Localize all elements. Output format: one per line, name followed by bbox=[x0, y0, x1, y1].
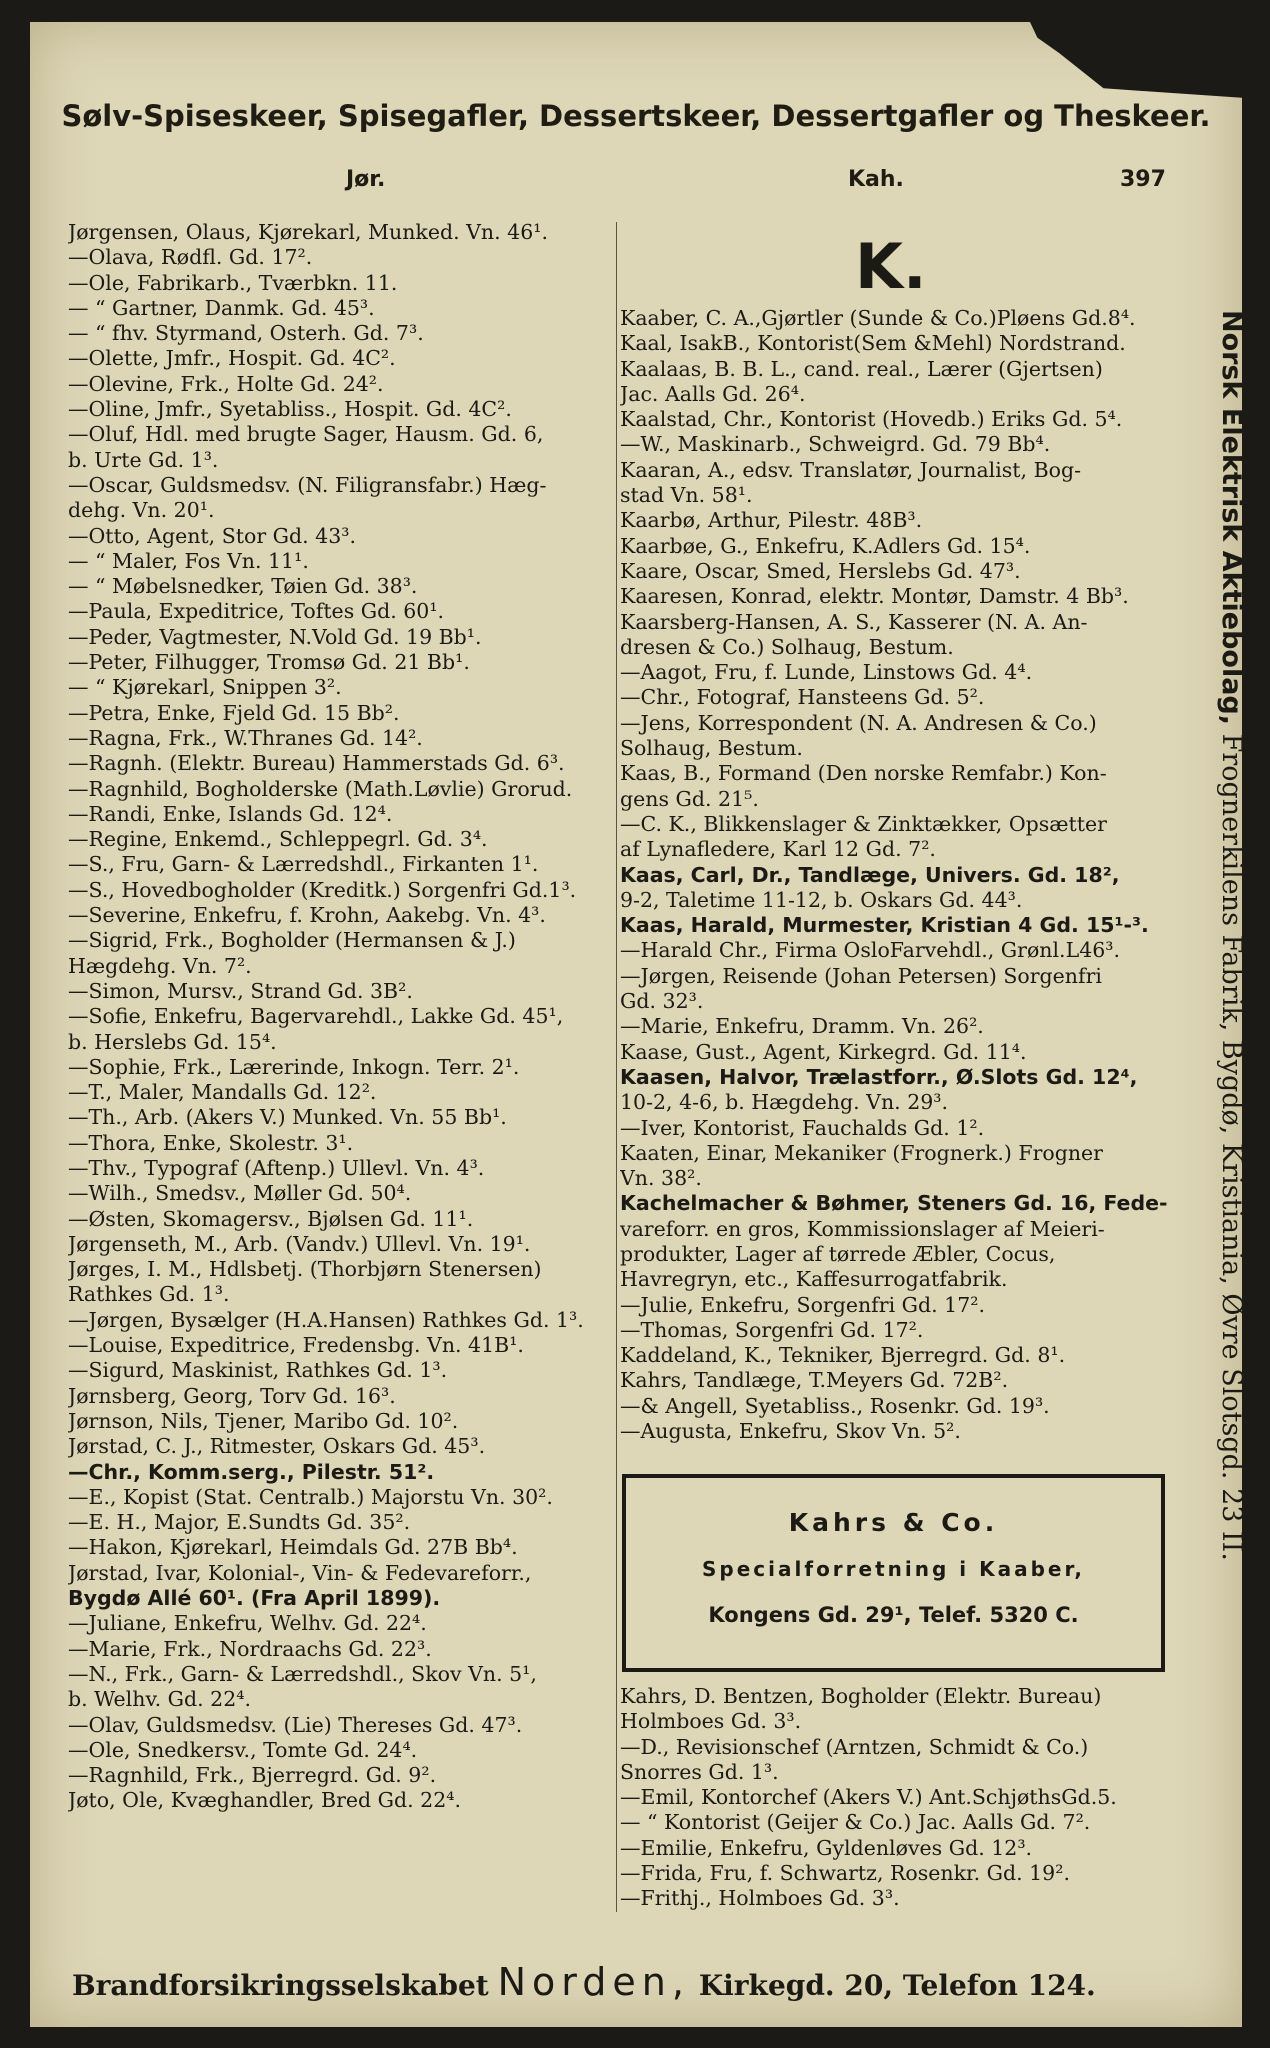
directory-entry: —E. H., Major, E.Sundts Gd. 35². bbox=[68, 1510, 411, 1535]
directory-entry: Bygdø Allé 60¹. (Fra April 1899). bbox=[68, 1586, 441, 1611]
directory-entry: Vn. 38². bbox=[620, 1166, 702, 1191]
directory-entry: —Wilh., Smedsv., Møller Gd. 50⁴. bbox=[68, 1181, 412, 1206]
directory-entry: Kaarbø, Arthur, Pilestr. 48B³. bbox=[620, 508, 923, 533]
directory-entry: — “ fhv. Styrmand, Osterh. Gd. 7³. bbox=[68, 321, 424, 346]
directory-entry: —Regine, Enkemd., Schleppegrl. Gd. 3⁴. bbox=[68, 827, 488, 852]
ad-subtitle: Specialforretning i Kaaber, bbox=[702, 1557, 1085, 1581]
directory-entry: Gd. 32³. bbox=[620, 989, 704, 1014]
directory-entry: —Randi, Enke, Islands Gd. 12⁴. bbox=[68, 801, 393, 826]
directory-entry: Havregryn, etc., Kaffesurrogatfabrik. bbox=[620, 1267, 1008, 1292]
directory-entry: Holmboes Gd. 3³. bbox=[620, 1709, 802, 1734]
directory-entry: Jørnsberg, Georg, Torv Gd. 16³. bbox=[68, 1383, 396, 1408]
running-head-left: Jør. bbox=[346, 167, 386, 192]
directory-entry: —Jens, Korrespondent (N. A. Andresen & Co.) bbox=[620, 710, 1097, 735]
directory-entry: —Sigrid, Frk., Bogholder (Hermansen & J.) bbox=[68, 928, 516, 953]
directory-entry: Jørges, I. M., Hdlsbetj. (Thorbjørn Stenersen) bbox=[68, 1257, 542, 1282]
ad-address: Kongens Gd. 29¹, Telef. 5320 C. bbox=[708, 1603, 1079, 1627]
directory-entry: Kaas, Carl, Dr., Tandlæge, Univers. Gd. 18², bbox=[620, 862, 1120, 887]
directory-entry: —Østen, Skomagersv., Bjølsen Gd. 11¹. bbox=[68, 1206, 474, 1231]
directory-entry: —Thora, Enke, Skolestr. 3¹. bbox=[68, 1130, 354, 1155]
directory-entry: —Ole, Fabrikarb., Tværbkn. 11. bbox=[68, 270, 398, 295]
directory-entry: — “ Gartner, Danmk. Gd. 45³. bbox=[68, 295, 375, 320]
directory-entry: Kaaber, C. A.,Gjørtler (Sunde & Co.)Pløens Gd.8⁴. bbox=[620, 306, 1136, 330]
directory-entry: vareforr. en gros, Kommissionslager af Meieri- bbox=[620, 1216, 1105, 1241]
ad-company-name: Kahrs & Co. bbox=[788, 1508, 999, 1537]
directory-entry: Hægdehg. Vn. 7². bbox=[68, 953, 252, 978]
directory-entry: —Olava, Rødfl. Gd. 17². bbox=[68, 245, 313, 270]
section-letter: K. bbox=[855, 230, 927, 303]
directory-entry: —Chr., Komm.serg., Pilestr. 51². bbox=[68, 1459, 435, 1484]
directory-entry: —Iver, Kontorist, Fauchalds Gd. 1². bbox=[620, 1115, 985, 1140]
directory-entry: —Ragnh. (Elektr. Bureau) Hammerstads Gd. 6³. bbox=[68, 751, 565, 776]
directory-entry: —Ragnhild, Frk., Bjerregrd. Gd. 9². bbox=[68, 1763, 437, 1788]
directory-entry: b. Herslebs Gd. 15⁴. bbox=[68, 1029, 277, 1054]
directory-entry: —C. K., Blikkenslager & Zinktækker, Opsætter bbox=[620, 811, 1107, 836]
directory-entry: Kaarsberg-Hansen, A. S., Kasserer (N. A. An- bbox=[620, 609, 1088, 634]
directory-entry: —Olevine, Frk., Holte Gd. 24². bbox=[68, 371, 384, 396]
directory-entry: —Hakon, Kjørekarl, Heimdals Gd. 27B Bb⁴. bbox=[68, 1535, 518, 1560]
directory-entry: dresen & Co.) Solhaug, Bestum. bbox=[620, 634, 954, 659]
directory-entry: Jørstad, C. J., Ritmester, Oskars Gd. 45³. bbox=[68, 1434, 486, 1459]
directory-entry: 10-2, 4-6, b. Hægdehg. Vn. 29³. bbox=[620, 1090, 949, 1115]
directory-entry: dehg. Vn. 20¹. bbox=[68, 498, 215, 523]
directory-entry: Rathkes Gd. 1³. bbox=[68, 1282, 230, 1307]
torn-corner bbox=[1030, 22, 1270, 100]
directory-entry: Kaaresen, Konrad, elektr. Montør, Damstr. 4 Bb³. bbox=[620, 584, 1129, 609]
directory-entry: Jørgenseth, M., Arb. (Vandv.) Ullevl. Vn. 19¹. bbox=[68, 1231, 531, 1256]
directory-entry: — “ Kontorist (Geijer & Co.) Jac. Aalls Gd. 7². bbox=[620, 1810, 1091, 1835]
footer-brand: Norden, bbox=[497, 1960, 690, 2004]
footer-advertisement bbox=[72, 1960, 1096, 2004]
directory-entry: Kaasen, Halvor, Trælastforr., Ø.Slots Gd. 12⁴, bbox=[620, 1064, 1138, 1089]
directory-entry: —Simon, Mursv., Strand Gd. 3B². bbox=[68, 978, 413, 1003]
directory-entry: —Thv., Typograf (Aftenp.) Ullevl. Vn. 4³. bbox=[68, 1155, 485, 1180]
directory-entry: Solhaug, Bestum. bbox=[620, 736, 803, 761]
directory-entry: —Augusta, Enkefru, Skov Vn. 5². bbox=[620, 1419, 961, 1444]
directory-entry: —Sofie, Enkefru, Bagervarehdl., Lakke Gd. 45¹, bbox=[68, 1004, 564, 1029]
directory-entry: —Peter, Filhugger, Tromsø Gd. 21 Bb¹. bbox=[68, 650, 470, 675]
directory-entry: —Sophie, Frk., Lærerinde, Inkogn. Terr. 2¹. bbox=[68, 1054, 520, 1079]
side-ad-address: Frognerkilens Fabrik, Bygdø, Kristiania, Øvre Slotsgd. 23 II. bbox=[1216, 733, 1247, 1561]
directory-entry: —T., Maler, Mandalls Gd. 12². bbox=[68, 1080, 377, 1105]
directory-entry: —Emil, Kontorchef (Akers V.) Ant.SchjøthsGd.5. bbox=[620, 1785, 1117, 1810]
directory-entry: Kaal, IsakB., Kontorist(Sem &Mehl) Nordstrand. bbox=[620, 331, 1126, 356]
page-number: 397 bbox=[1120, 167, 1166, 192]
directory-entry: Jørstad, Ivar, Kolonial-, Vin- & Fedevareforr., bbox=[68, 1560, 532, 1585]
directory-entry: — “ Kjørekarl, Snippen 3². bbox=[68, 675, 342, 700]
directory-entry: —Harald Chr., Firma OsloFarvehdl., Grønl.L46³. bbox=[620, 938, 1121, 963]
directory-entry: —Thomas, Sorgenfri Gd. 17². bbox=[620, 1317, 924, 1342]
directory-entry: —Marie, Frk., Nordraachs Gd. 22³. bbox=[68, 1636, 432, 1661]
directory-entry: —Otto, Agent, Stor Gd. 43³. bbox=[68, 523, 356, 548]
running-head-middle: Kah. bbox=[848, 167, 904, 192]
directory-entry: —Oluf, Hdl. med brugte Sager, Hausm. Gd. 6, bbox=[68, 422, 544, 447]
directory-entry: Jørnson, Nils, Tjener, Maribo Gd. 10². bbox=[68, 1408, 459, 1433]
directory-entry: —Frithj., Holmboes Gd. 3³. bbox=[620, 1886, 900, 1911]
top-advertisement: Sølv-Spiseskeer, Spisegafler, Dessertskeer, Dessertgafler og Theskeer. bbox=[61, 99, 1211, 133]
side-ad-company: Norsk Elektrisk Aktiebolag, bbox=[1216, 310, 1247, 726]
directory-entry: —Peder, Vagtmester, N.Vold Gd. 19 Bb¹. bbox=[68, 624, 482, 649]
directory-entry: gens Gd. 21⁵. bbox=[620, 786, 759, 811]
directory-entry: Kaarbøe, G., Enkefru, K.Adlers Gd. 15⁴. bbox=[620, 533, 1031, 558]
directory-entry: Kahrs, Tandlæge, T.Meyers Gd. 72B². bbox=[620, 1368, 1009, 1393]
directory-entry: —Sigurd, Maskinist, Rathkes Gd. 1³. bbox=[68, 1358, 448, 1383]
directory-entry: Kaaran, A., edsv. Translatør, Journalist, Bog- bbox=[620, 457, 1082, 482]
directory-entry: stad Vn. 58¹. bbox=[620, 483, 753, 508]
left-column bbox=[68, 220, 644, 1814]
directory-entry: Kaare, Oscar, Smed, Herslebs Gd. 47³. bbox=[620, 558, 1021, 583]
directory-entry: —S., Fru, Garn- & Lærredshdl., Firkanten 1¹. bbox=[68, 852, 539, 877]
directory-entry: Kaas, Harald, Murmester, Kristian 4 Gd. 15¹-³. bbox=[620, 913, 1149, 938]
directory-entry: b. Urte Gd. 1³. bbox=[68, 447, 219, 472]
directory-entry: —Oline, Jmfr., Syetabliss., Hospit. Gd. 4C². bbox=[68, 397, 512, 422]
footer-company: Brandforsikringsselskabet bbox=[72, 1969, 489, 2002]
directory-entry: —Paula, Expeditrice, Toftes Gd. 60¹. bbox=[68, 599, 445, 624]
directory-entry: —Olav, Guldsmedsv. (Lie) Thereses Gd. 47³. bbox=[68, 1712, 523, 1737]
kahrs-advertisement bbox=[622, 1474, 1165, 1672]
directory-entry: Kachelmacher & Bøhmer, Steners Gd. 16, Fede- bbox=[620, 1191, 1168, 1216]
directory-entry: —Jørgen, Bysælger (H.A.Hansen) Rathkes Gd. 1³. bbox=[68, 1307, 584, 1332]
directory-entry: — “ Maler, Fos Vn. 11¹. bbox=[68, 548, 309, 573]
directory-entry: —Ole, Snedkersv., Tomte Gd. 24⁴. bbox=[68, 1737, 418, 1762]
directory-entry: —Petra, Enke, Fjeld Gd. 15 Bb². bbox=[68, 700, 400, 725]
directory-entry: —Ragna, Frk., W.Thranes Gd. 14². bbox=[68, 725, 423, 750]
directory-entry: —Olette, Jmfr., Hospit. Gd. 4C². bbox=[68, 346, 396, 371]
directory-entry: 9-2, Taletime 11-12, b. Oskars Gd. 44³. bbox=[620, 887, 1023, 912]
directory-entry: Kahrs, D. Bentzen, Bogholder (Elektr. Bureau) bbox=[620, 1684, 1102, 1708]
directory-entry: Kaas, B., Formand (Den norske Remfabr.) Kon- bbox=[620, 761, 1107, 786]
directory-entry: —Chr., Fotograf, Hansteens Gd. 5². bbox=[620, 685, 985, 710]
directory-entry: —Ragnhild, Bogholderske (Math.Løvlie) Grorud. bbox=[68, 776, 573, 801]
directory-entry: —& Angell, Syetabliss., Rosenkr. Gd. 19³. bbox=[620, 1393, 1050, 1418]
directory-entry: —Louise, Expeditrice, Fredensbg. Vn. 41B¹. bbox=[68, 1333, 524, 1358]
side-advertisement bbox=[1216, 310, 1247, 1561]
directory-entry: —Juliane, Enkefru, Welhv. Gd. 22⁴. bbox=[68, 1611, 427, 1636]
directory-entry: —Frida, Fru, f. Schwartz, Rosenkr. Gd. 19². bbox=[620, 1861, 1070, 1886]
directory-entry: —Oscar, Guldsmedsv. (N. Filigransfabr.) Hæg- bbox=[68, 472, 547, 497]
directory-entry: —N., Frk., Garn- & Lærredshdl., Skov Vn. 5¹, bbox=[68, 1661, 537, 1686]
directory-entry: produkter, Lager af tørrede Æbler, Cocus, bbox=[620, 1241, 1056, 1266]
directory-entry: —D., Revisionschef (Arntzen, Schmidt & Co.) bbox=[620, 1734, 1089, 1759]
directory-entry: —Th., Arb. (Akers V.) Munked. Vn. 55 Bb¹. bbox=[68, 1105, 507, 1130]
directory-entry: —Marie, Enkefru, Dramm. Vn. 26². bbox=[620, 1014, 984, 1039]
directory-entry: Jørgensen, Olaus, Kjørekarl, Munked. Vn. 46¹. bbox=[68, 220, 548, 244]
directory-entry: Kaase, Gust., Agent, Kirkegrd. Gd. 11⁴. bbox=[620, 1039, 1027, 1064]
directory-entry: —W., Maskinarb., Schweigrd. Gd. 79 Bb⁴. bbox=[620, 432, 1051, 457]
directory-entry: b. Welhv. Gd. 22⁴. bbox=[68, 1687, 251, 1712]
directory-entry: Kaaten, Einar, Mekaniker (Frognerk.) Frogner bbox=[620, 1140, 1103, 1165]
directory-entry: Kaalstad, Chr., Kontorist (Hovedb.) Eriks Gd. 5⁴. bbox=[620, 407, 1123, 432]
directory-entry: —S., Hovedbogholder (Kreditk.) Sorgenfri Gd.1³. bbox=[68, 877, 577, 902]
right-column-upper bbox=[620, 306, 1192, 1444]
directory-entry: —Julie, Enkefru, Sorgenfri Gd. 17². bbox=[620, 1292, 985, 1317]
directory-entry: —Aagot, Fru, f. Lunde, Linstows Gd. 4⁴. bbox=[620, 660, 1033, 685]
directory-entry: Jac. Aalls Gd. 26⁴. bbox=[620, 381, 806, 406]
directory-entry: Kaalaas, B. B. L., cand. real., Lærer (Gjertsen) bbox=[620, 356, 1103, 381]
directory-entry: Kaddeland, K., Tekniker, Bjerregrd. Gd. 8¹. bbox=[620, 1343, 1066, 1368]
directory-page bbox=[30, 22, 1247, 2027]
footer-address: Kirkegd. 20, Telefon 124. bbox=[698, 1969, 1096, 2002]
directory-entry: —Severine, Enkefru, f. Krohn, Aakebg. Vn. 4³. bbox=[68, 903, 546, 928]
right-column-lower bbox=[620, 1684, 1192, 1912]
directory-entry: Jøto, Ole, Kvæghandler, Bred Gd. 22⁴. bbox=[68, 1788, 461, 1813]
directory-entry: — “ Møbelsnedker, Tøien Gd. 38³. bbox=[68, 574, 418, 599]
directory-entry: —Jørgen, Reisende (Johan Petersen) Sorgenfri bbox=[620, 963, 1102, 988]
directory-entry: —Emilie, Enkefru, Gyldenløves Gd. 12³. bbox=[620, 1835, 1033, 1860]
directory-entry: —E., Kopist (Stat. Centralb.) Majorstu Vn. 30². bbox=[68, 1484, 553, 1509]
directory-entry: af Lynafledere, Karl 12 Gd. 7². bbox=[620, 837, 936, 862]
directory-entry: Snorres Gd. 1³. bbox=[620, 1759, 779, 1784]
